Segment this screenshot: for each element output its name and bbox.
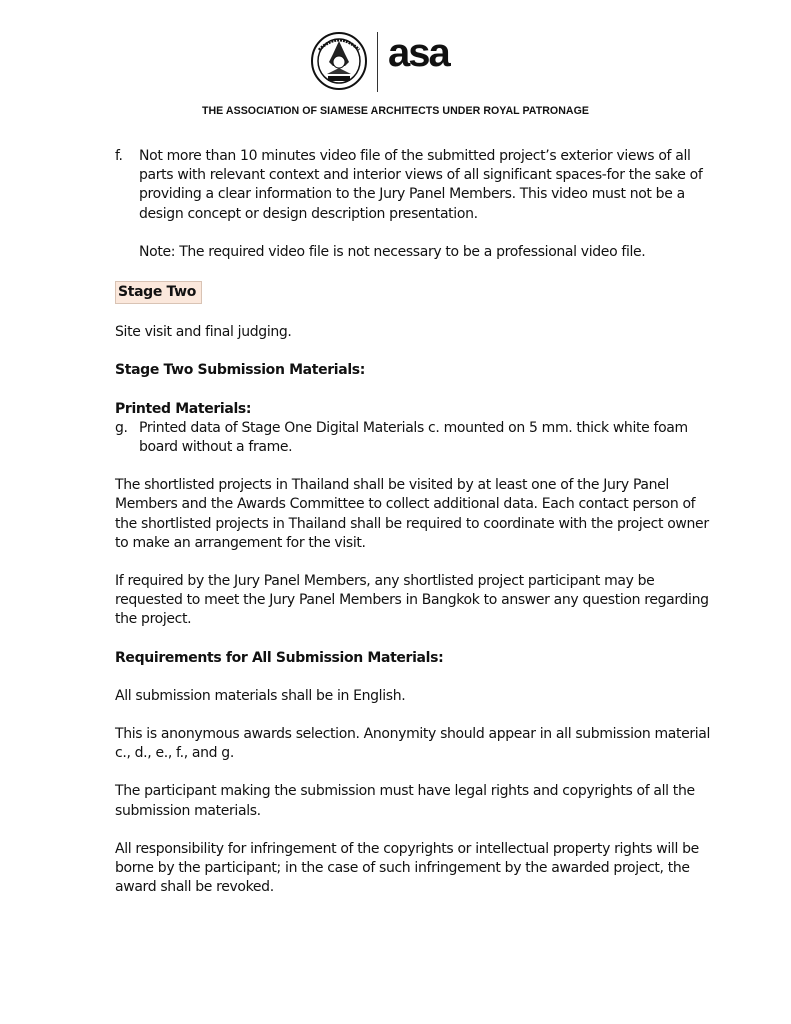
association-seal-icon	[311, 32, 367, 90]
document-body	[115, 147, 715, 897]
header-divider	[377, 32, 378, 92]
stage-two-materials-heading: Stage Two Submission Materials:	[115, 362, 366, 379]
list-marker: f.	[115, 148, 123, 164]
list-item-f	[115, 147, 715, 224]
requirement-anonymity: This is anonymous awards selection. Anonymity should appear in all submission material c., d., e., f., and g.	[115, 726, 711, 762]
asa-logo	[388, 36, 480, 72]
stage-two-description: Site visit and final judging.	[115, 324, 292, 341]
printed-materials-heading: Printed Materials:	[115, 400, 252, 417]
paragraph-site-visit: The shortlisted projects in Thailand shall be visited by at least one of the Jury Panel Members and the Awards Committee to collect additional data. Each contact person of the shortlisted projects in Thailand shall be required to coordinate with the project owner to make an arrangement for the visit.	[115, 477, 709, 551]
asa-logo-text: asa	[388, 36, 449, 72]
header-logos	[0, 30, 791, 94]
list-item-text: Printed data of Stage One Digital Materials c. mounted on 5 mm. thick white foam board without a frame.	[139, 419, 688, 456]
stage-two-heading: Stage Two	[115, 281, 202, 304]
requirement-infringement: All responsibility for infringement of the copyrights or intellectual property rights will be borne by the participant; in the case of such infringement by the awarded project, the award shall be revoked.	[115, 840, 699, 896]
list-item-g	[115, 419, 715, 457]
requirement-english: All submission materials shall be in English.	[115, 687, 406, 704]
note-text: Note: The required video file is not necessary to be a professional video file.	[139, 243, 646, 260]
organization-name: THE ASSOCIATION OF SIAMESE ARCHITECTS UNDER ROYAL PATRONAGE	[201, 105, 590, 117]
paragraph-jury-meeting: If required by the Jury Panel Members, any shortlisted project participant may be requested to meet the Jury Panel Members in Bangkok to answer any question regarding the project.	[115, 573, 709, 628]
list-marker: g.	[115, 419, 128, 436]
list-item-text: Not more than 10 minutes video file of the submitted project’s exterior views of all parts with relevant context and interior views of all significant spaces-for the sake of providing a clear information to the Jury Panel Members. This video must not be a design concept or design description presentation.	[139, 148, 703, 222]
requirement-legal-rights: The participant making the submission must have legal rights and copyrights of all the submission materials.	[115, 783, 695, 819]
requirements-heading: Requirements for All Submission Materials:	[115, 649, 444, 666]
